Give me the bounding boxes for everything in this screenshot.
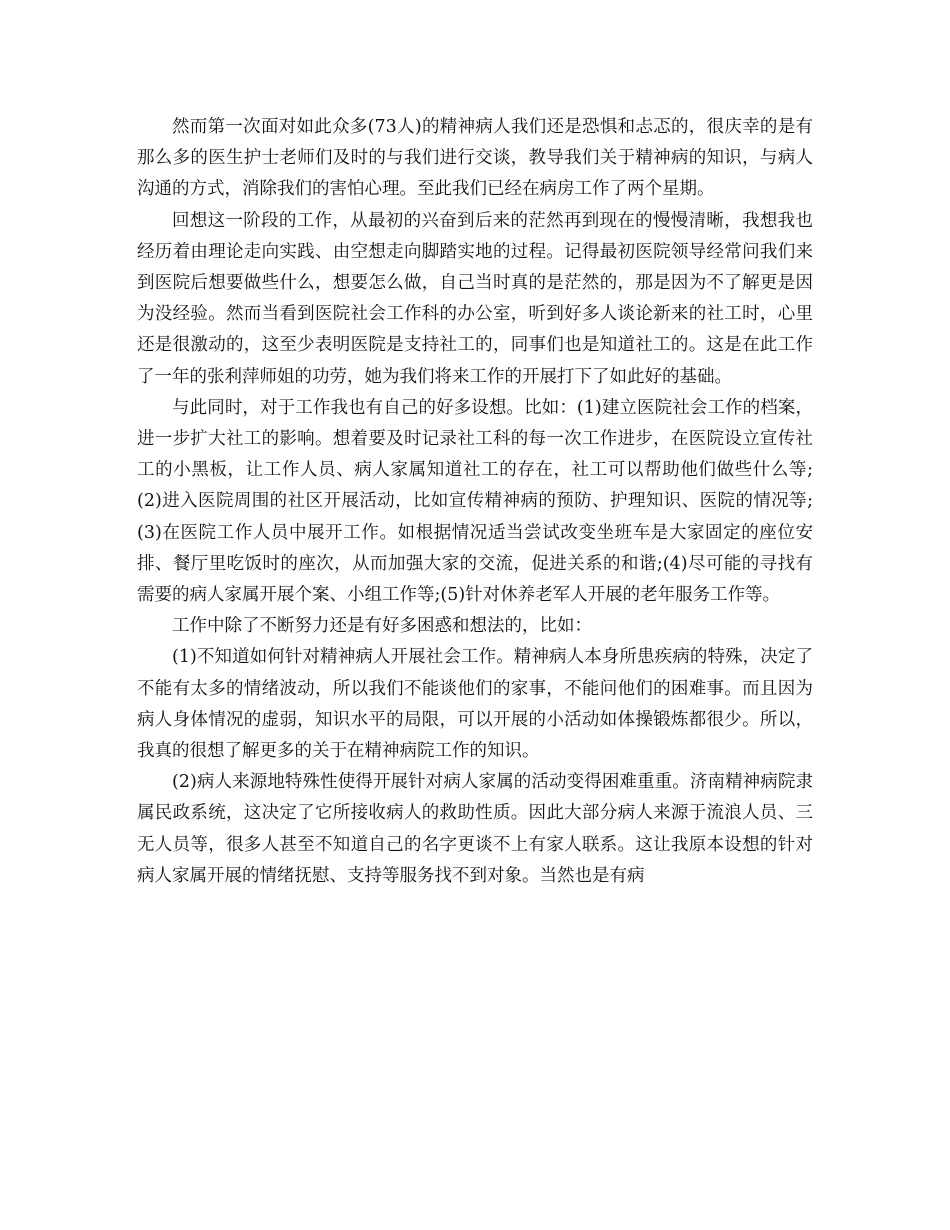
paragraph-first-encounter: 然而第一次面对如此众多(73人)的精神病人我们还是恐惧和忐忑的，很庆幸的是有那么多的医生护士老师们及时的与我们进行交谈，教导我们关于精神病的知识，与病人沟通的方式，消除我们的害怕心理。至此我们已经在病房工作了两个星期。 [137, 117, 813, 200]
paragraph-confusion-2: (2)病人来源地特殊性使得开展针对病人家属的活动变得困难重重。济南精神病院隶属民政系统，这决定了它所接收病人的救助性质。因此大部分病人来源于流浪人员、三无人员等，很多人甚至不知道自己的名字更谈不上有家人联系。这让我原本设想的针对病人家属开展的情绪抚慰、支持等服务找不到对象。当然也是有病 [137, 772, 813, 886]
paragraph-confusions-intro: 工作中除了不断努力还是有好多困惑和想法的，比如： [172, 616, 592, 637]
document-body [137, 112, 813, 892]
paragraph-confusion-1: (1)不知道如何针对精神病人开展社会工作。精神病人本身所患疾病的特殊，决定了不能有太多的情绪波动，所以我们不能谈他们的家事，不能问他们的困难事。而且因为病人身体情况的虚弱，知识水平的局限，可以开展的小活动如体操锻炼都很少。所以，我真的很想了解更多的关于在精神病院工作的知识。 [137, 647, 813, 762]
paragraph-reflection: 回想这一阶段的工作，从最初的兴奋到后来的茫然再到现在的慢慢清晰，我想我也经历着由理论走向实践、由空想走向脚踏实地的过程。记得最初医院领导经常问我们来到医院后想要做些什么，想要怎么做，自己当时真的是茫然的，那是因为不了解更是因为没经验。然而当看到医院社会工作科的办公室，听到好多人谈论新来的社工时，心里还是很激动的，这至少表明医院是支持社工的，同事们也是知道社工的。这是在此工作了一年的张利萍师姐的功劳，她为我们将来工作的开展打下了如此好的基础。 [137, 210, 813, 387]
paragraph-plans: 与此同时，对于工作我也有自己的好多设想。比如：(1)建立医院社会工作的档案，进一步扩大社工的影响。想着要及时记录社工科的每一次工作进步，在医院设立宣传社工的小黑板，让工作人员、病人家属知道社工的存在，社工可以帮助他们做些什么等;(2)进入医院周围的社区开展活动，比如宣传精神病的预防、护理知识、医院的情况等;(3)在医院工作人员中展开工作。如根据情况适当尝试改变坐班车是大家固定的座位安排、餐厅里吃饭时的座次，从而加强大家的交流，促进关系的和谐;(4)尽可能的寻找有需要的病人家属开展个案、小组工作等;(5)针对休养老军人开展的老年服务工作等。 [137, 397, 813, 606]
